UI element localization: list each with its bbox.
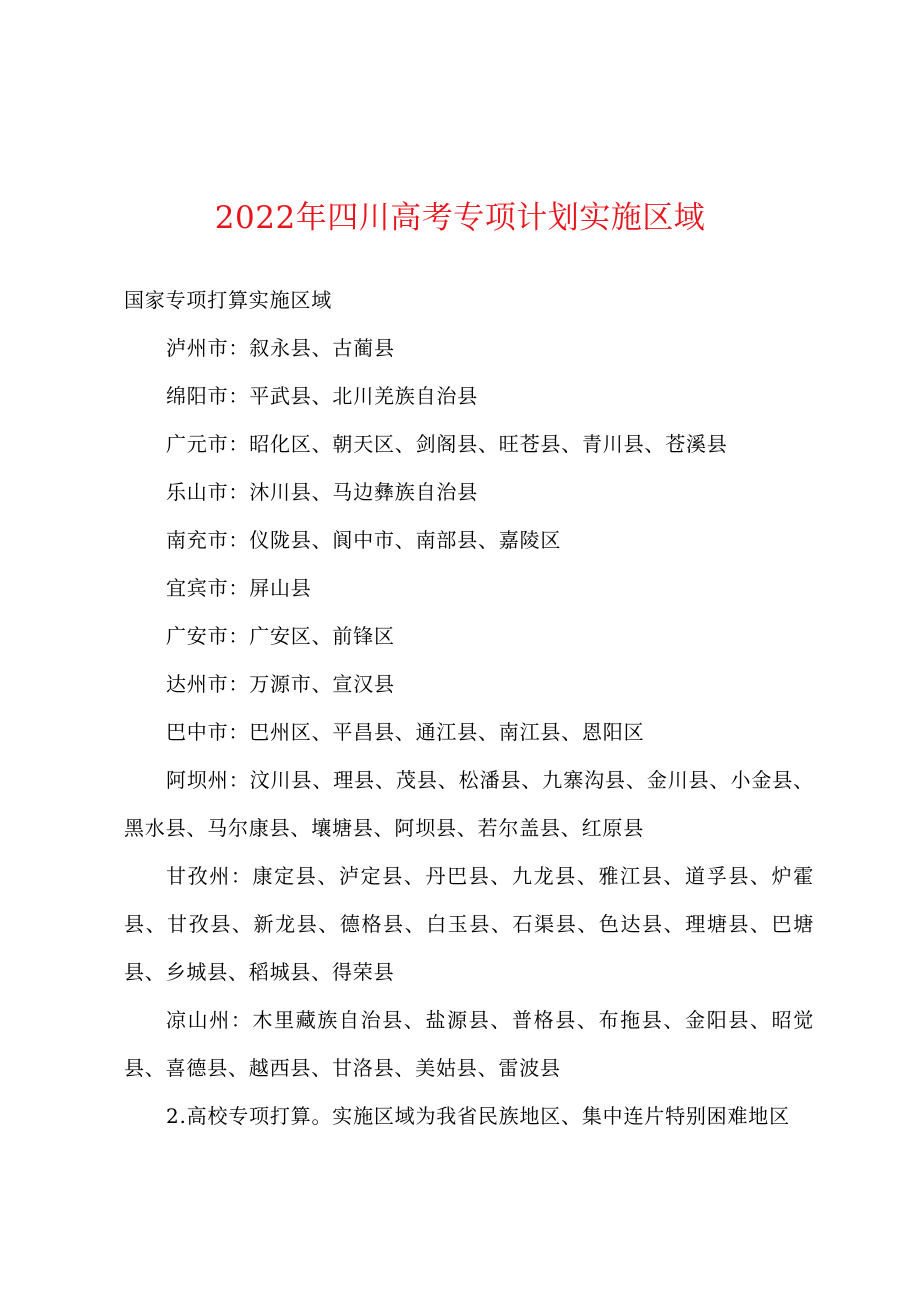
paragraph-liangshan: 凉山州：木里藏族自治县、盐源县、普格县、布拖县、金阳县、昭觉县、喜德县、越西县、甘洛县、美姑县、雷波县 <box>124 1008 814 1080</box>
document-title: 2022年四川高考专项计划实施区域 <box>214 200 706 236</box>
paragraph-yibin: 宜宾市：屏山县 <box>166 576 312 600</box>
paragraph-nanchong: 南充市：仪陇县、阆中市、南部县、嘉陵区 <box>166 528 562 552</box>
paragraph-leshan: 乐山市：沐川县、马边彝族自治县 <box>166 480 478 504</box>
paragraph-luzhou: 泸州市：叙永县、古蔺县 <box>166 336 395 360</box>
paragraph-guangyuan: 广元市：昭化区、朝天区、剑阁县、旺苍县、青川县、苍溪县 <box>166 432 728 456</box>
paragraph-guangan: 广安市：广安区、前锋区 <box>166 624 395 648</box>
paragraph-university-plan: 2.高校专项打算。实施区域为我省民族地区、集中连片特别困难地区 <box>166 1104 790 1128</box>
paragraph-bazhong: 巴中市：巴州区、平昌县、通江县、南江县、恩阳区 <box>166 720 645 744</box>
document-body <box>124 276 814 1140</box>
paragraph-mianyang: 绵阳市：平武县、北川羌族自治县 <box>166 384 478 408</box>
paragraph-dazhou: 达州市：万源市、宣汉县 <box>166 672 395 696</box>
paragraph-ganzi: 甘孜州：康定县、泸定县、丹巴县、九龙县、雅江县、道孚县、炉霍县、甘孜县、新龙县、德格县、白玉县、石渠县、色达县、理塘县、巴塘县、乡城县、稻城县、得荣县 <box>124 864 814 984</box>
paragraph-aba: 阿坝州：汶川县、理县、茂县、松潘县、九寨沟县、金川县、小金县、黑水县、马尔康县、壤塘县、阿坝县、若尔盖县、红原县 <box>124 768 814 840</box>
section-heading: 国家专项打算实施区域 <box>124 288 332 312</box>
